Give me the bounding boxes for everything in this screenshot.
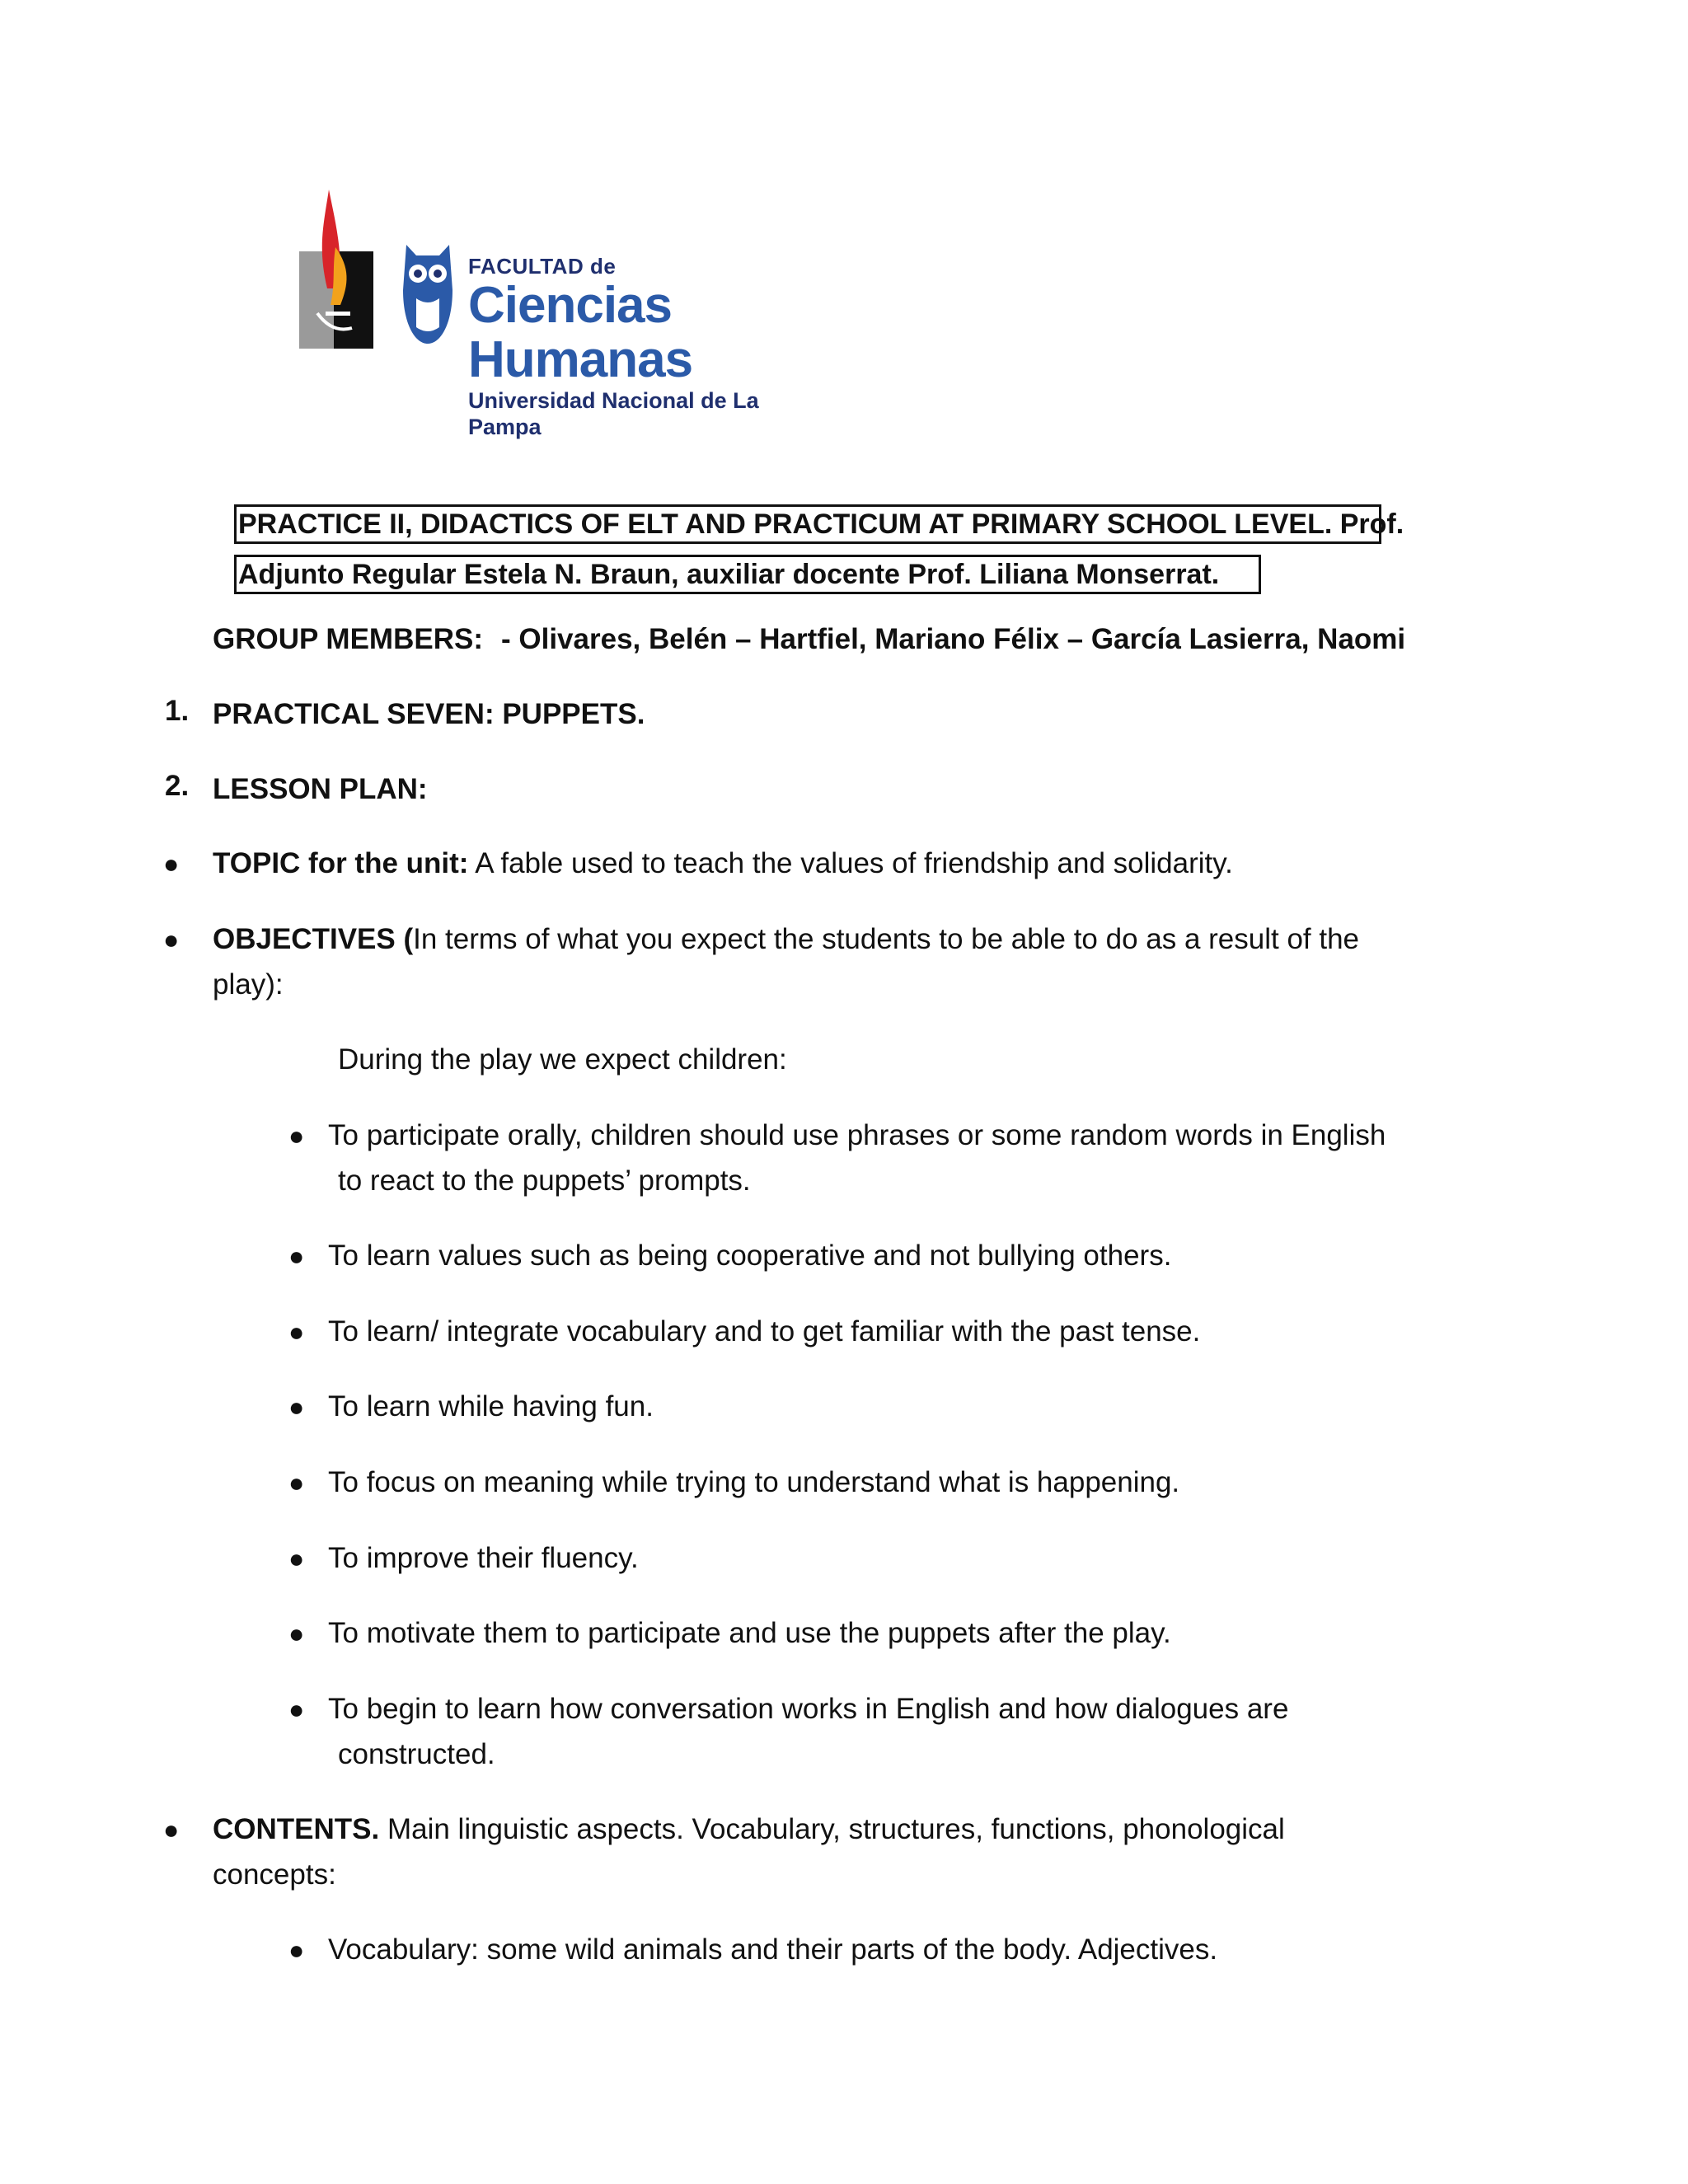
objectives-line-1: [213, 920, 1359, 959]
logo-wordmark: [468, 254, 820, 440]
bullet-dot: ●: [163, 1815, 180, 1844]
bullet-dot: ●: [163, 925, 180, 954]
logo-university-name: Universidad Nacional de La Pampa: [468, 388, 759, 439]
group-members-label: GROUP MEMBERS:: [213, 623, 483, 655]
objectives-text: In terms of what you expect the students to be able to do as a result of the: [413, 923, 1360, 955]
objective-item-2: To learn values such as being cooperative and not bullying others.: [328, 1240, 1172, 1272]
bullet-dot: ●: [288, 1619, 305, 1648]
numbered-marker-2: 2.: [165, 770, 190, 802]
contents-label: CONTENTS.: [213, 1813, 380, 1845]
contents-line-2: concepts:: [213, 1858, 336, 1891]
bullet-dot: ●: [288, 1241, 305, 1271]
logo-faculty-name: Ciencias Humanas: [468, 277, 693, 388]
objectives-intro: During the play we expect children:: [338, 1043, 787, 1076]
course-header-line-2: Adjunto Regular Estela N. Braun, auxiliar docente Prof. Liliana Monserrat.: [234, 555, 1261, 594]
bullet-dot: ●: [288, 1392, 305, 1422]
numbered-marker-1: 1.: [165, 695, 190, 727]
topic-line: [213, 844, 1233, 883]
group-members-names: - Olivares, Belén – Hartfiel, Mariano Félix – García Lasierra, Naomi: [501, 623, 1406, 655]
bullet-dot: ●: [288, 1694, 305, 1724]
objectives-label: OBJECTIVES (: [213, 923, 414, 955]
objective-item-1-cont: to react to the puppets’ prompts.: [338, 1165, 751, 1197]
owl-icon: [398, 241, 457, 348]
torch-emblem-icon: [293, 190, 392, 363]
topic-label: TOPIC for the unit:: [213, 847, 469, 879]
contents-line-1: [213, 1810, 1285, 1849]
practical-title: PRACTICAL SEVEN: PUPPETS.: [213, 698, 645, 730]
bullet-dot: ●: [288, 1468, 305, 1497]
contents-item-1: Vocabulary: some wild animals and their parts of the body. Adjectives.: [328, 1933, 1218, 1966]
objective-item-1: To participate orally, children should use phrases or some random words in English: [328, 1119, 1386, 1151]
objective-item-8-cont: constructed.: [338, 1738, 495, 1770]
bullet-dot: ●: [288, 1935, 305, 1965]
objective-item-4: To learn while having fun.: [328, 1390, 654, 1422]
logo-faculty-label: FACULTAD de: [468, 254, 617, 279]
objectives-line-2: play):: [213, 968, 284, 1001]
bullet-dot: ●: [288, 1317, 305, 1347]
objective-item-7: To motivate them to participate and use the puppets after the play.: [328, 1617, 1171, 1649]
objective-item-8: To begin to learn how conversation works in English and how dialogues are: [328, 1693, 1289, 1725]
objective-item-5: To focus on meaning while trying to understand what is happening.: [328, 1466, 1180, 1498]
course-header-line-1: PRACTICE II, DIDACTICS OF ELT AND PRACTICUM AT PRIMARY SCHOOL LEVEL. Prof.: [234, 504, 1381, 544]
objective-item-3: To learn/ integrate vocabulary and to get familiar with the past tense.: [328, 1315, 1201, 1347]
topic-text: A fable used to teach the values of friendship and solidarity.: [468, 847, 1233, 879]
objective-item-6: To improve their fluency.: [328, 1542, 639, 1574]
lesson-plan-heading: LESSON PLAN:: [213, 773, 428, 805]
bullet-dot: ●: [163, 849, 180, 879]
bullet-dot: ●: [288, 1544, 305, 1573]
contents-text: Main linguistic aspects. Vocabulary, structures, functions, phonological: [379, 1813, 1285, 1845]
faculty-logo: [293, 190, 820, 439]
bullet-dot: ●: [288, 1121, 305, 1151]
